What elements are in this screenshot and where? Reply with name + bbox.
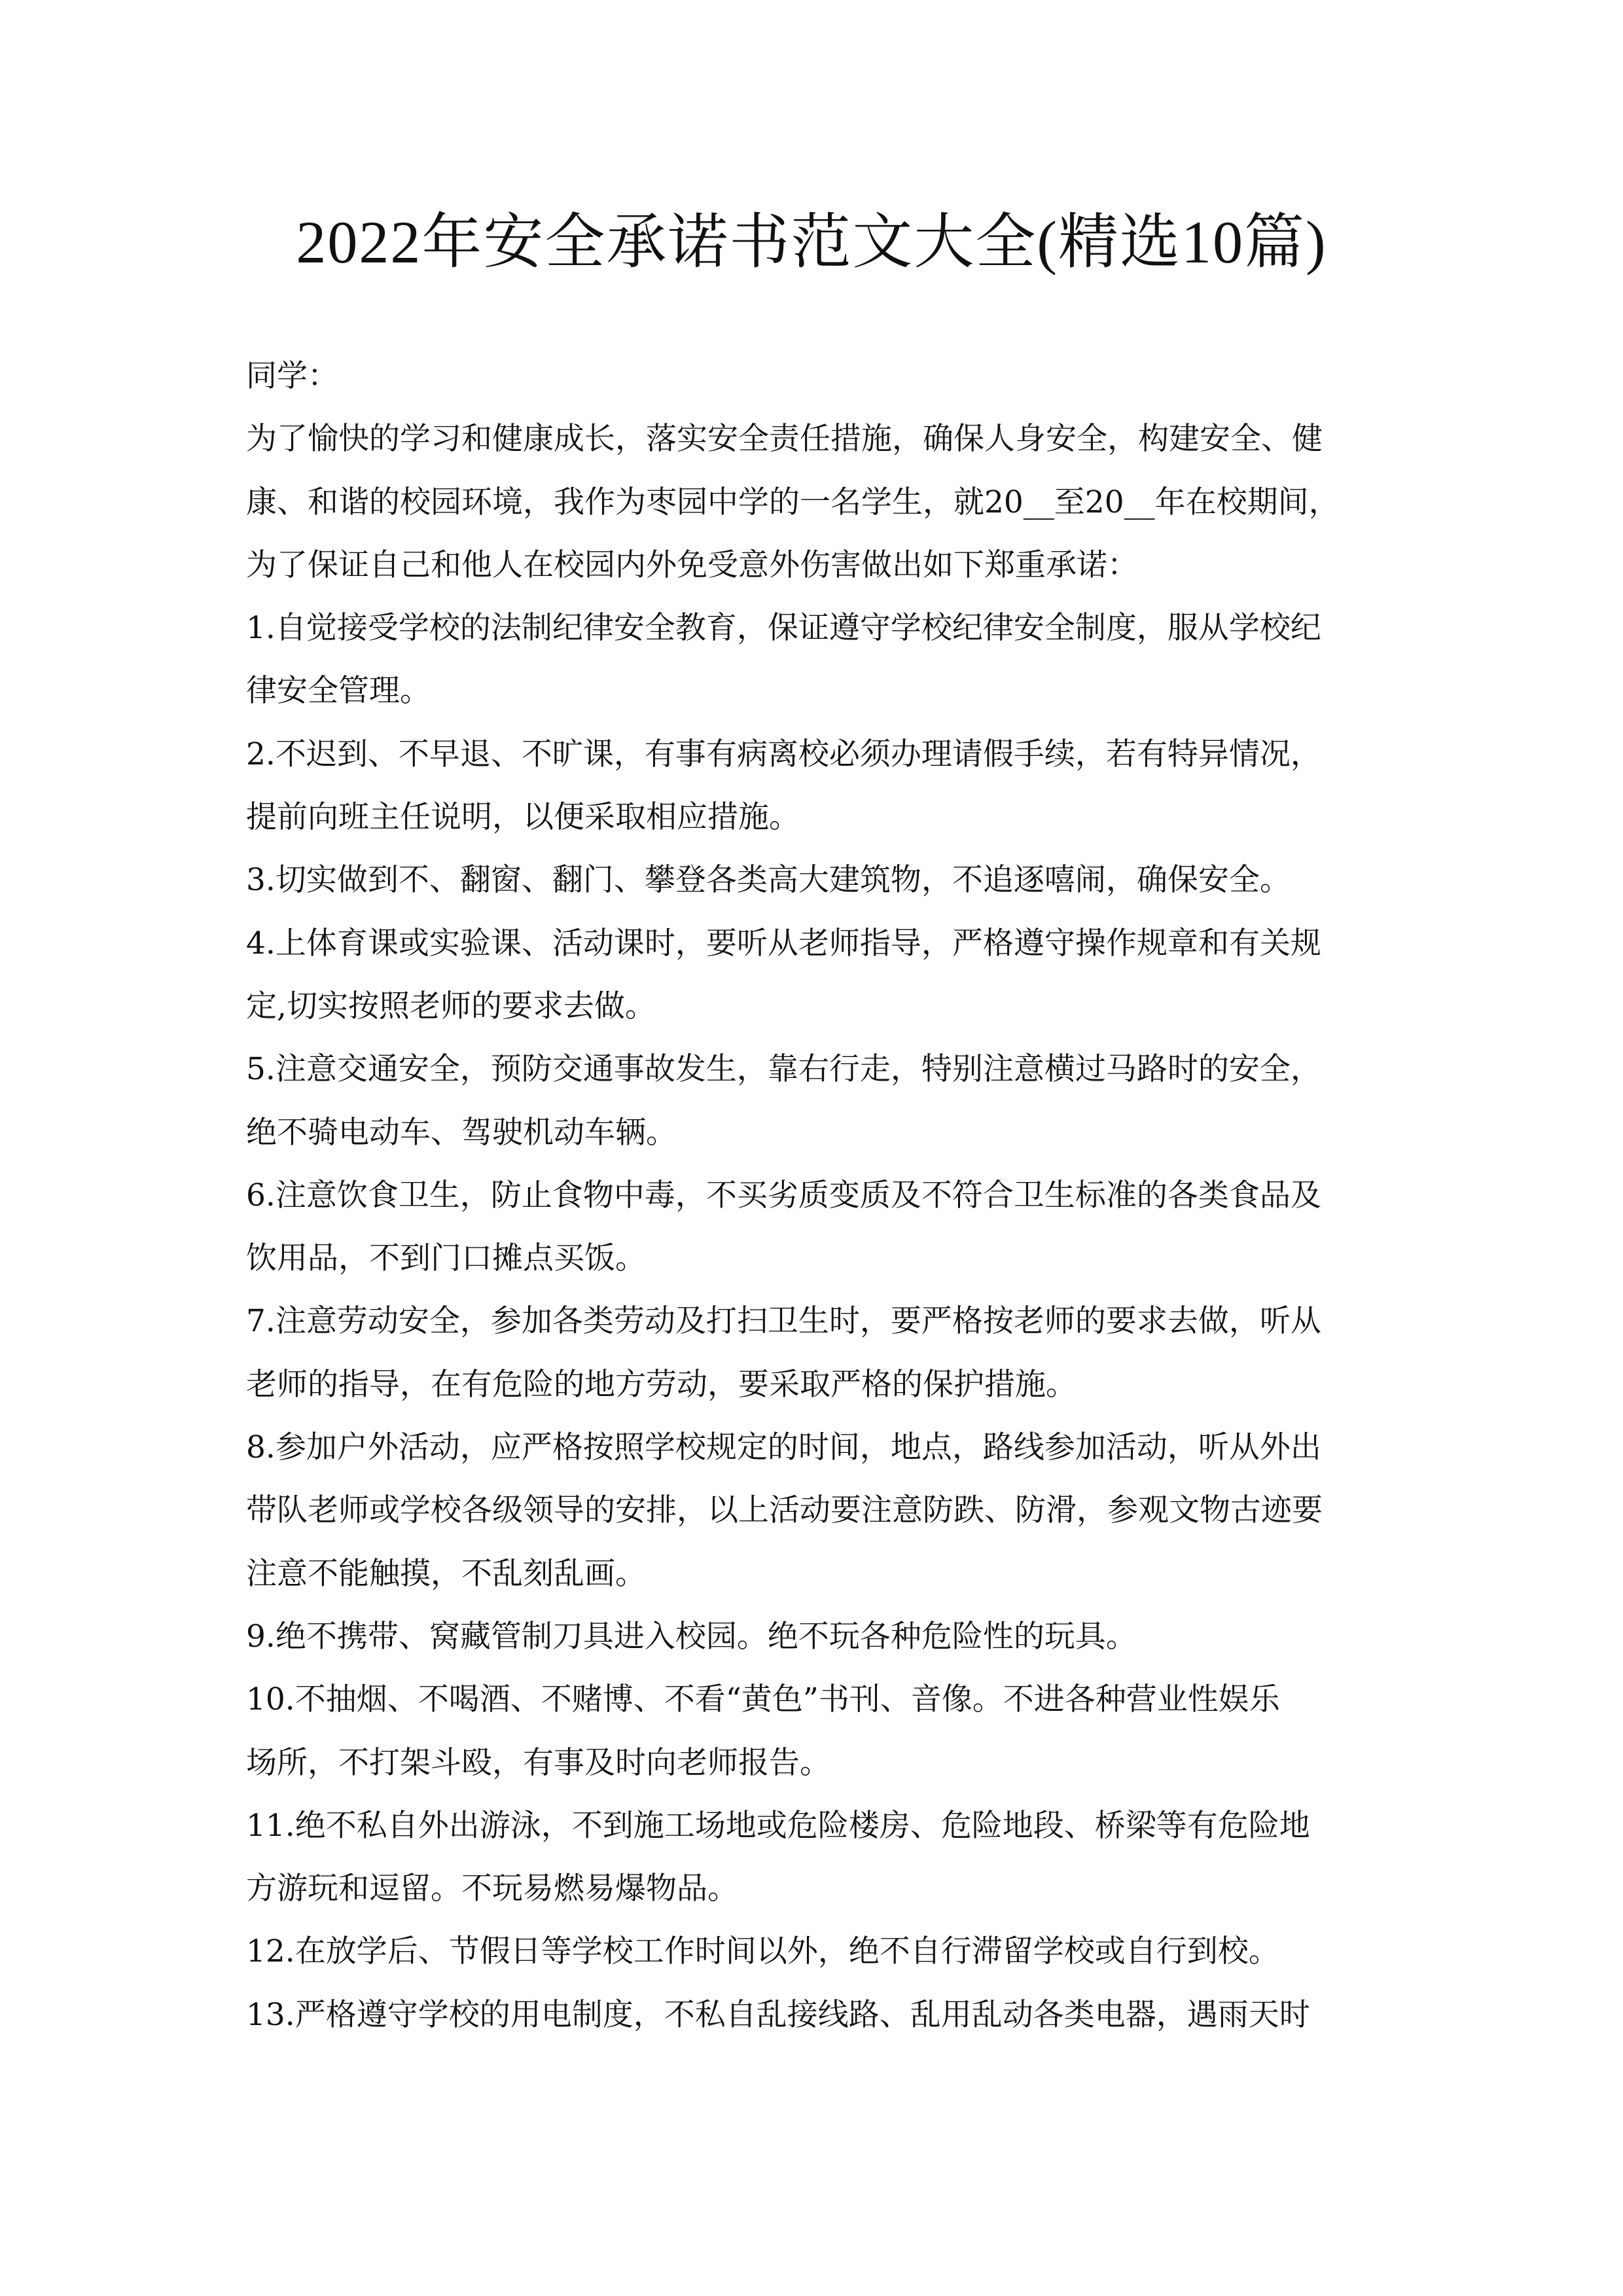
text-line: 律安全管理。 [246,673,431,709]
text-line: 定,切实按照老师的要求去做。 [246,988,656,1024]
text-line: 饮用品，不到门口摊点买饭。 [246,1240,646,1277]
document-body [246,353,1382,2055]
text-line: 9.绝不携带、窝藏管制刀具进入校园。绝不玩各种危险性的玩具。 [246,1618,1137,1655]
text-line: 注意不能触摸，不乱刻乱画。 [246,1555,646,1592]
text-line: 康、和谐的校园环境，我作为枣园中学的一名学生，就20__至20__年在校期间， [246,484,1340,520]
text-line: 提前向班主任说明，以便采取相应措施。 [246,799,800,836]
text-line: 11.绝不私自外出游泳，不到施工场地或危险楼房、危险地段、桥梁等有危险地 [246,1807,1310,1844]
text-line: 5.注意交通安全，预防交通事故发生，靠右行走，特别注意横过马路时的安全， [246,1051,1321,1088]
text-line: 12.在放学后、节假日等学校工作时间以外，绝不自行滞留学校或自行到校。 [246,1933,1279,1970]
text-line: 6.注意饮食卫生，防止食物中毒，不买劣质变质及不符合卫生标准的各类食品及 [246,1177,1321,1213]
text-line: 7.注意劳动安全，参加各类劳动及打扫卫生时，要严格按老师的要求去做，听从 [246,1303,1321,1340]
text-line: 绝不骑电动车、驾驶机动车辆。 [246,1114,677,1151]
salutation: 同学： [246,358,338,394]
text-line: 老师的指导，在有危险的地方劳动，要采取严格的保护措施。 [246,1366,1077,1403]
text-line: 场所，不打架斗殴，有事及时向老师报告。 [246,1744,830,1781]
text-line: 方游玩和逗留。不玩易燃易爆物品。 [246,1871,738,1907]
text-line: 13.严格遵守学校的用电制度，不私自乱接线路、乱用乱动各类电器，遇雨天时 [246,1996,1310,2033]
text-line: 10.不抽烟、不喝酒、不赌博、不看“黄色”书刊、音像。不进各种营业性娱乐 [246,1681,1280,1718]
text-line: 带队老师或学校各级领导的安排，以上活动要注意防跌、防滑，参观文物古迹要 [246,1492,1323,1529]
text-line: 3.切实做到不、翻窗、翻门、攀登各类高大建筑物，不追逐嘻闹，确保安全。 [246,862,1291,899]
text-line: 为了愉快的学习和健康成长，落实安全责任措施，确保人身安全，构建安全、健 [246,421,1323,457]
text-line: 为了保证自己和他人在校园内外免受意外伤害做出如下郑重承诺： [246,547,1138,583]
text-line: 1.自觉接受学校的法制纪律安全教育，保证遵守学校纪律安全制度，服从学校纪 [246,610,1321,647]
text-line: 2.不迟到、不早退、不旷课，有事有病离校必须办理请假手续，若有特异情况， [246,736,1321,772]
document-title: 2022年安全承诺书范文大全(精选10篇) [296,209,1327,276]
text-line: 8.参加户外活动，应严格按照学校规定的时间，地点，路线参加活动，听从外出 [246,1429,1321,1466]
text-line: 4.上体育课或实验课、活动课时，要听从老师指导，严格遵守操作规章和有关规 [246,925,1321,961]
